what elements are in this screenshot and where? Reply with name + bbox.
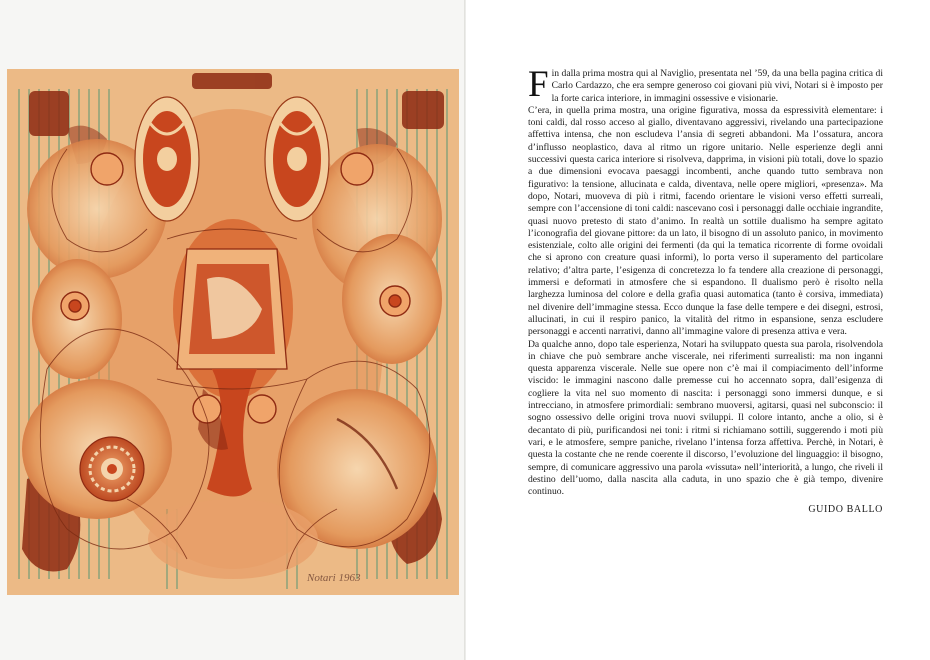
right-page: [466, 0, 930, 660]
artwork-illustration: [7, 69, 459, 595]
paragraph-3: Da qualche anno, dopo tale esperienza, Notari ha sviluppato questa sua parola, risolvendola in chiave che può sembrare anche viscerale, nei riferimenti surrealisti: ma non inganni questa apparenza viscerale. Nelle sue opere non c’è mai il compiacimento dell’informe viscido: le immagini nascono dalle premesse cui ho accennato sopra, dall’esigenza di cogliere la vita nel suo momento di nascita: i personaggi sono immersi dunque, e si intrecciano, in atmosfere primordiali: sembrano muoversi, agitarsi, quasi nel subconscio: il sogno ossessivo delle origini trova nuovi sviluppi. Il colore intanto, anche a olio, si è decantato di più, purificandosi nei toni: i ritmi si richiamano sottili, suggerendo i moti più vari, e le atmosfere, sempre paniche, rivelano l’intensa forza affettiva. Perchè, in Notari, è questa la costante che ne rende coerente il discorso, l’evoluzione del linguaggio: il bisogno, sempre, di comunicare aggressivo una parola «vissuta» nell’interiorità, a lungo, che riveli il destino dell’uomo, dalla nascita alla caduta, in uno spazio che è già tempo, divenire continuo.: [528, 338, 883, 498]
rosette-shape: [80, 437, 144, 501]
painter-signature: Notari 1963: [307, 572, 361, 584]
paragraph-1: [528, 64, 883, 105]
artwork-canvas: [7, 69, 459, 595]
author-signature: GUIDO BALLO: [808, 504, 883, 516]
drop-cap: F: [528, 64, 549, 105]
article-text: [528, 64, 883, 517]
paragraph-2: C’era, in quella prima mostra, una origine figurativa, mossa da espressività elementare: i toni caldi, dal rosso acceso al giallo, diventavano aggressivi, rivelando una partecipazione affettiva intensa, che non escludeva l’ansia di segreti abbandoni. Ma l’ossatura, ancora d’influsso neoplastico, dava al ritmo un rigore unitario. Nelle esperienze degli anni successivi questa carica interiore si risolveva, dapprima, in visioni più totali, dove lo spazio a due dimensioni evocava paesaggi incombenti, anche quando tutto sembrava non figurativo: la tensione, allucinata e calda, diventava, nelle opere migliori, «presenza». Ma dopo, Notari, muoveva di più i ritmi, facendo orientare le visioni verso effetti surreali, sempre con l’accensione di toni caldi: nascevano così i personaggi dalle occhiaie ingrandite, quasi nuovo pretesto di stato d’animo. In realtà un sottile dualismo ha sempre agitato l’iconografia del giovane pittore: da un lato, il bisogno di un assoluto panico, in movimento esistenziale, colto alle origini dei fermenti (da qui la tematica ricorrente di forme ovoidali che si aprono con creature quasi informi), lo porta verso il superamento del particolare relativo; d’altra parte, l’esigenza di concretezza lo fa tendere alla creazione di personaggi, immersi e deformati in atmosfere che si espandono. Il dualismo però è risolto nella larghezza luminosa del colore e della grafia quasi automatica (tanto è corsiva, immediata) nel divenire dell’immagine stessa. Ecco dunque la fase delle tempere e dei disegni, estrosi, allucinati, in cui il respiro panico, la vitalità del ritmo in espansione, senza escludere personaggi e accenti narrativi, danno all’immagine valore di presenza attiva e vera.: [528, 104, 883, 338]
paragraph-1-text: in dalla prima mostra qui al Naviglio, presentata nel ’59, da una bella pagina critica di Carlo Cardazzo, che era sempre generoso coi giovani più vivi, Notari si è imposto per la forte carica interiore, in immagini ossessive e visionarie.: [551, 68, 883, 104]
